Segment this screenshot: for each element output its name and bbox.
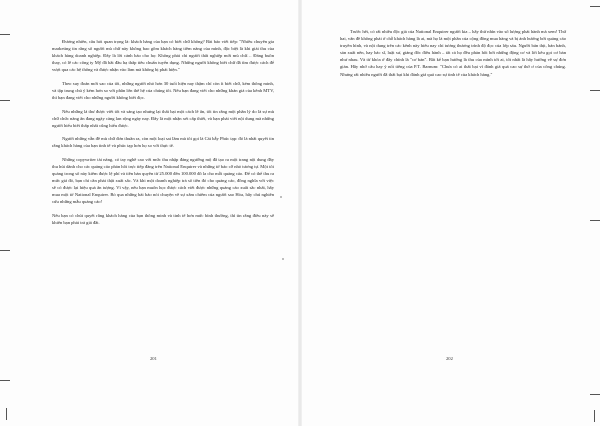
scan-edge-mark [590,90,600,91]
paragraph: Trước hết, có rất nhiều độc giả của National Enquirer người kia – hãy thử nhìn vào số lượng phát hành mà xem! Thứ hai, vấn đề không phải ở chỗ khách hàng là ai, mà họ là một phần của cộng đồng mua hàng và bị ảnh hưởng bởi quảng cáo truyền hình, và nội dung trên các kênh này hiếu nay chỉ tương thương trình độ đọc của lớp sáu. Người bán thịt, bán bánh, sản xuất nến, hay bác sĩ, luật sư, giảng đốc điều hành – tất cả họ đều phản hồi bởi những động cơ và lời kêu gọi cơ bản như nhau. Và từ khóa ở đây chính là "cơ bản". Bắt kể bạn hướng là thu của mình tới ai, tốt nhất là hãy hướng về sự đơn giản. Hãy nhớ câu hay ý nổi tiếng của P.T. Barnum: "Chưa có ai thất bại vì đánh giá quá cao sự thờ ơ của công chúng. Nhưng rất nhiều người đã thất bại khi đánh giá quá cao sự tinh tế của khách hàng." [340,29,566,77]
scan-edge-mark [594,410,595,422]
scan-edge-mark [0,100,10,101]
right-page [300,0,600,426]
right-page-body [340,28,566,84]
paragraph: Những copywriter tài năng, có tay nghề cao với mức thu nhập đáng ngưỡng mộ đã tạo ra một trang nội dung đầy thu hút dành cho các quảng cáo phản hồi trực tiếp đăng trên National Enquirer và những tờ báo cỡ nhỏ tương tự. Một tôi quảng trong số này kiếm được lệ phí và tiền bản quyền từ 25.000 đến 100.000 đô la cho mỗi quảng cáo. Để có thể thu ra mức giá đó, bạn chỉ cần phải thật xuất sắc. Và khi một doanh nghiệp trả số tiền đó cho quảng cáo, đồng nghĩa với việc sẽ có được lại hiệu quả ấn tượng. Vì vậy, nếu bạn muốn học được cách viết được những quảng cáo xuất sắc nhất, hãy mua một tờ National Enquirer. Bỏ qua những bài báo nói chuyện về sự xâm chiếm của người sao Hỏa, hãy chú nghiên cứu những mẫu quảng cáo! [52,156,274,205]
paragraph: Người những vẫn đề mù chữ đơn thuần ra, còn một loại sai lầm mà tôi gọi là Cái bẫy Phúc tạp: đó là nhất quyết tin rằng khách hàng của bạn tinh tế và phúc tạp hơn họ so với thực tế. [52,136,274,149]
scan-edge-mark [590,220,600,221]
scan-edge-mark [6,408,7,420]
scan-edge-mark [0,34,10,35]
scan-fleck [282,258,284,260]
scan-edge-mark [590,6,600,7]
paragraph: Đương nhiên, câu hỏi quan trọng là: khách hàng của bạn có biết chữ không? Bài báo viết tiếp: "Nhiều chuyên gia marketing tin rằng số người mù chữ này không bao gồm khách hàng tiềm năng của mình, đặc biệt là khi giải thu của khách hàng doanh nghiệp. Đây là lời cảnh báo cho họ: Không phải chỉ người thất nghiệp mới mù chữ… Đáng buồn thay, có lẽ các công ty Mỹ đã bắt đầu hạ thấp tiêu chuẩn tuyển dụng. Những người không biết chữ đã tìm được cách để vượt qua các hệ thống và được nhận vào làm mà không bị phát hiện." [52,39,274,73]
page-number: 201 [150,356,157,361]
scan-edge-mark [0,380,10,381]
left-page-body [52,38,274,232]
paragraph: Theo suy đoán mới sao của tôi, những người nhỏ hơn 30 tuổi hiện nay thậm chí còn ít biết chữ, kém thông minh, và tập trung chú ý kém hơn so với phần lớn thế hệ của chúng tôi. Nếu bạn đang viết cho những khán giả của kênh MTV, thì bạn đang viết cho những người không biết đọc. [52,80,274,101]
scan-edge-mark [590,394,600,395]
scan-edge-mark [0,250,10,251]
paragraph: Nếu bạn có chút quyết rằng khách hàng của bạn thông minh và tinh tế hơn mức bình thường, thì tin rằng điều này sẽ khiến bạn phải trả giá đắt. [52,212,274,225]
page-number: 202 [446,356,453,361]
scan-fleck [280,196,282,198]
paragraph: Nếu những lá thư được viết tốt và sáng tạo nhưng lại thất bại một cách lê ấn, tôi tin rằng một phần lý do là sự mù chữ chức năng ấn đang ngày càng lan rộng ngày nay. Đây là một nhận xét cấp thiết, và bạn phải viết nội dung mà những người hiểu biết thấp nhất cũng hiểu được. [52,108,274,128]
